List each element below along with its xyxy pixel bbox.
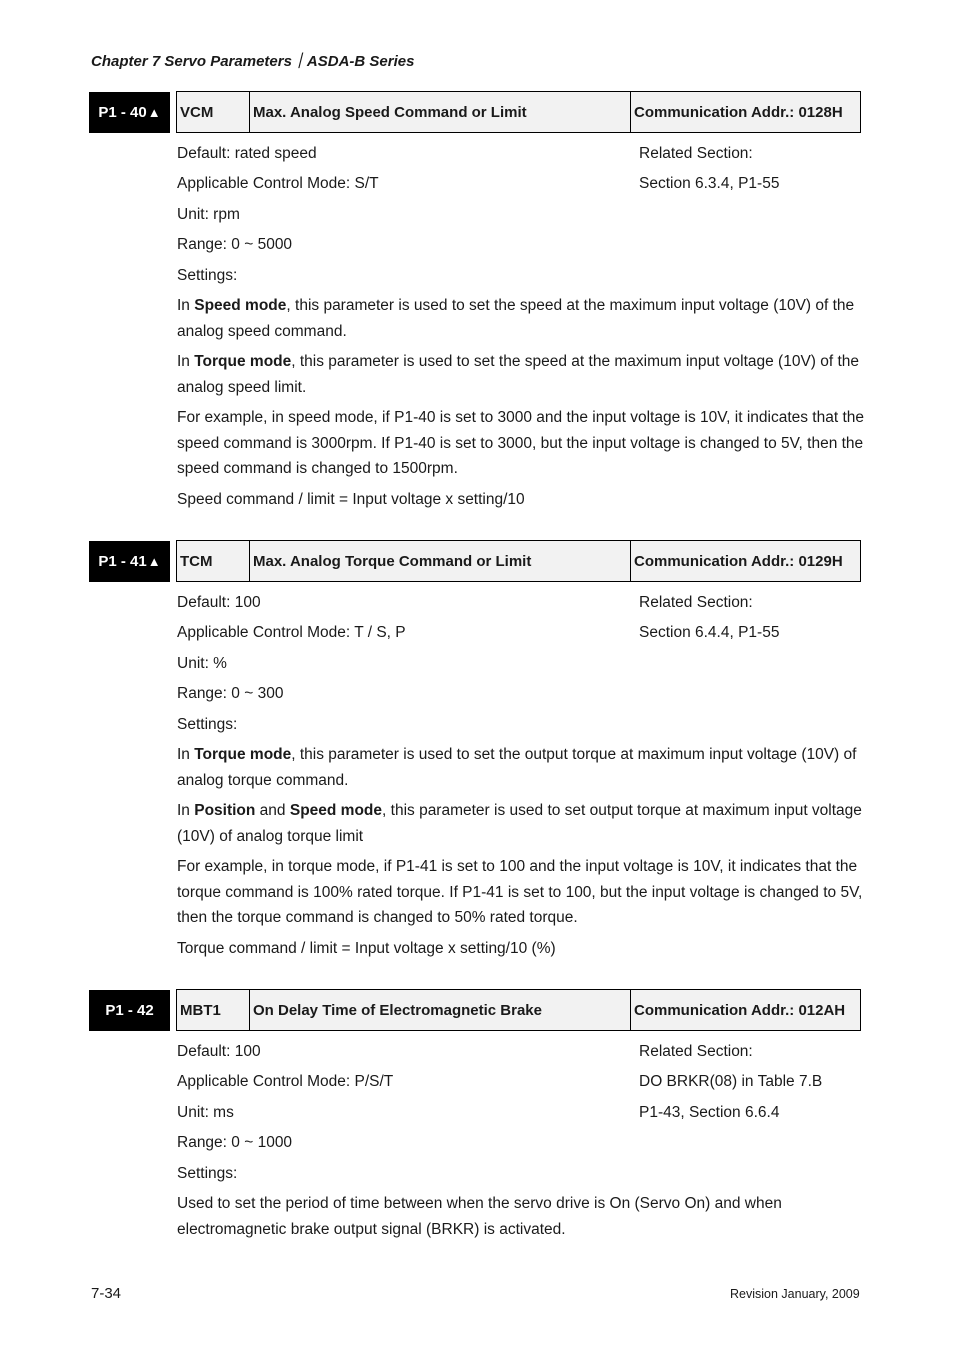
chapter-header: Chapter 7 Servo Parameters｜ASDA-B Series: [91, 53, 415, 70]
settings-label: Settings:: [177, 716, 238, 733]
param-header: [0, 540, 954, 582]
related-section-title: Related Section:: [639, 145, 753, 162]
unit: Unit: ms: [177, 1104, 234, 1121]
settings-paragraph: [177, 349, 867, 400]
default-value: Default: 100: [177, 1043, 261, 1060]
param-abbr: MBT1: [176, 989, 250, 1031]
param-addr: Communication Addr.: 0128H: [630, 91, 861, 133]
param-id: [89, 92, 170, 133]
bold-text: Speed mode: [289, 802, 383, 819]
control-mode: Applicable Control Mode: T / S, P: [177, 624, 406, 641]
range: Range: 0 ~ 5000: [177, 236, 293, 253]
param-addr: Communication Addr.: 0129H: [630, 540, 861, 582]
bold-text: Position: [194, 802, 256, 819]
related-section-item: P1-43, Section 6.6.4: [639, 1104, 780, 1121]
settings-paragraph: Used to set the period of time between when the servo drive is On (Servo On) and when electromagnetic brake output signal (BRKR) is activated.: [177, 1195, 782, 1238]
related-section-item: Section 6.4.4, P1-55: [639, 624, 780, 641]
settings-label: Settings:: [177, 267, 238, 284]
triangle-icon: ▲: [147, 105, 161, 120]
param-id-text: P1 - 42: [105, 1002, 154, 1019]
related-section-title: Related Section:: [639, 594, 753, 611]
param-header: [0, 91, 954, 133]
triangle-icon: ▲: [147, 554, 161, 569]
control-mode: Applicable Control Mode: P/S/T: [177, 1073, 394, 1090]
related-section-item: DO BRKR(08) in Table 7.B: [639, 1073, 823, 1090]
unit: Unit: %: [177, 655, 227, 672]
settings-paragraph: [177, 798, 867, 849]
text: In: [177, 297, 195, 314]
text: In: [177, 802, 195, 819]
param-name: Max. Analog Speed Command or Limit: [249, 91, 631, 133]
unit: Unit: rpm: [177, 206, 240, 223]
settings-paragraph: [177, 293, 867, 344]
param-id: [89, 541, 170, 582]
default-value: Default: 100: [177, 594, 261, 611]
revision-date: Revision January, 2009: [730, 1287, 860, 1301]
formula: Speed command / limit = Input voltage x setting/10: [177, 491, 525, 508]
bold-text: Torque mode: [194, 746, 292, 763]
param-id-text: P1 - 40: [98, 104, 147, 121]
text: In: [177, 353, 195, 370]
text: , this parameter is used to set output torque at maximum input voltage (10V) of analog torque limit: [177, 802, 862, 845]
param-name: Max. Analog Torque Command or Limit: [249, 540, 631, 582]
range: Range: 0 ~ 300: [177, 685, 284, 702]
param-id: [89, 990, 170, 1031]
range: Range: 0 ~ 1000: [177, 1134, 293, 1151]
default-value: Default: rated speed: [177, 145, 317, 162]
param-id-text: P1 - 41: [98, 553, 147, 570]
page-number: 7-34: [91, 1285, 122, 1302]
param-header: [0, 989, 954, 1031]
text: , this parameter is used to set the speed at the maximum input voltage (10V) of the analog speed command.: [177, 297, 855, 340]
param-name: On Delay Time of Electromagnetic Brake: [249, 989, 631, 1031]
related-section-title: Related Section:: [639, 1043, 753, 1060]
text: In: [177, 746, 195, 763]
param-abbr: VCM: [176, 91, 250, 133]
param-addr: Communication Addr.: 012AH: [630, 989, 861, 1031]
settings-label: Settings:: [177, 1165, 238, 1182]
param-abbr: TCM: [176, 540, 250, 582]
text: , this parameter is used to set the output torque at maximum input voltage (10V) of analog torque command.: [177, 746, 857, 789]
bold-text: Torque mode: [194, 353, 292, 370]
text: and: [255, 802, 290, 819]
example-paragraph: For example, in speed mode, if P1-40 is set to 3000 and the input voltage is 10V, it indicates that the speed command is 3000rpm. If P1-40 is set to 3000, but the input voltage is changed to 5V, then the speed command is changed to 1500rpm.: [177, 409, 865, 478]
related-section-item: Section 6.3.4, P1-55: [639, 175, 780, 192]
text: , this parameter is used to set the speed at the maximum input voltage (10V) of the analog speed limit.: [177, 353, 860, 396]
formula: Torque command / limit = Input voltage x setting/10 (%): [177, 940, 556, 957]
settings-paragraph: [177, 742, 867, 793]
bold-text: Speed mode: [194, 297, 287, 314]
control-mode: Applicable Control Mode: S/T: [177, 175, 379, 192]
example-paragraph: For example, in torque mode, if P1-41 is set to 100 and the input voltage is 10V, it indicates that the torque command is 100% rated torque. If P1-41 is set to 100, but the input voltage is changed to 5V, then the torque command is changed to 50% rated torque.: [177, 858, 863, 927]
